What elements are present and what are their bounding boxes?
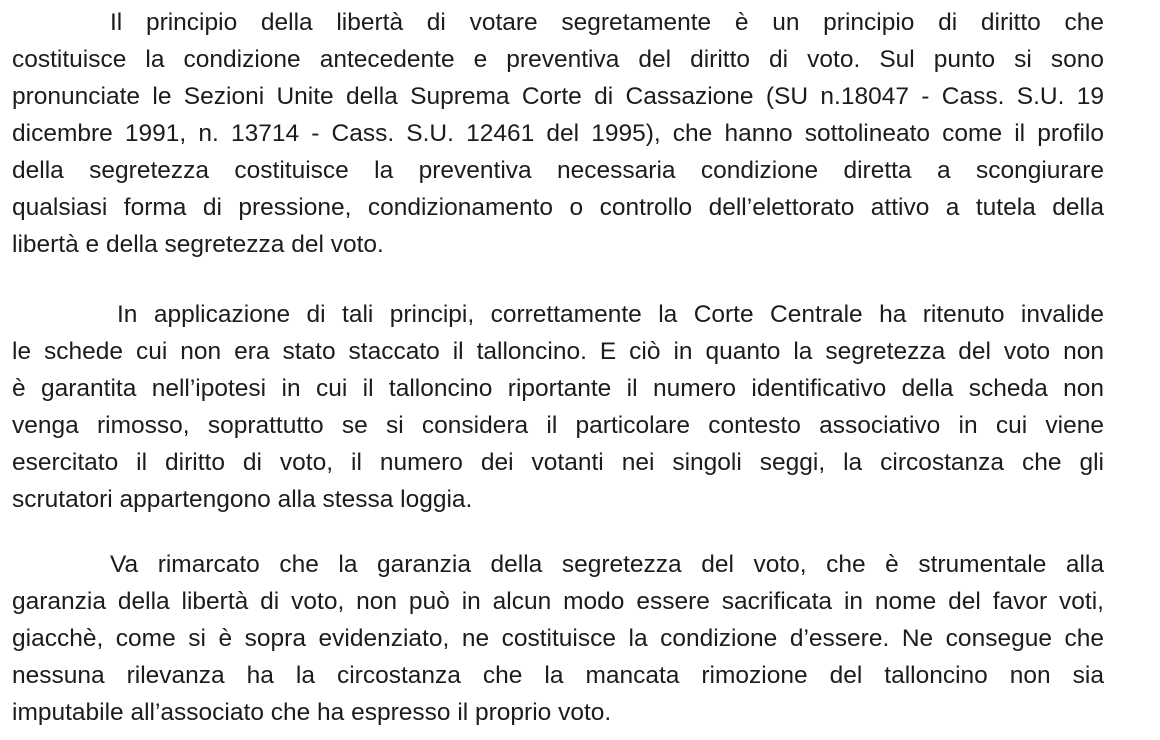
paragraph-segretezza-principio <box>12 4 1104 263</box>
paragraph-line: costituisce la condizione antecedente e preventiva del diritto di voto. Sul punto si sono <box>12 46 1104 73</box>
paragraph-garanzia-segretezza <box>12 546 1104 731</box>
paragraph-line: scrutatori appartengono alla stessa loggia. <box>12 486 473 513</box>
paragraph-line: Va rimarcato che la garanzia della segretezza del voto, che è strumentale alla <box>110 551 1104 578</box>
paragraph-line: giacchè, come si è sopra evidenziato, ne costituisce la condizione d’essere. Ne consegue che <box>12 625 1104 652</box>
paragraph-line: è garantita nell’ipotesi in cui il talloncino riportante il numero identificativo della scheda non <box>12 375 1104 402</box>
paragraph-line: libertà e della segretezza del voto. <box>12 231 384 258</box>
paragraph-line: esercitato il diritto di voto, il numero dei votanti nei singoli seggi, la circostanza che gli <box>12 449 1104 476</box>
paragraph-line: dicembre 1991, n. 13714 - Cass. S.U. 12461 del 1995), che hanno sottolineato come il profilo <box>12 120 1104 147</box>
paragraph-line: garanzia della libertà di voto, non può in alcun modo essere sacrificata in nome del favor voti, <box>12 588 1104 615</box>
paragraph-line: pronunciate le Sezioni Unite della Suprema Corte di Cassazione (SU n.18047 - Cass. S.U. 19 <box>12 83 1104 110</box>
paragraph-line: Il principio della libertà di votare segretamente è un principio di diritto che <box>110 9 1104 36</box>
paragraph-line: nessuna rilevanza ha la circostanza che la mancata rimozione del talloncino non sia <box>12 662 1104 689</box>
paragraph-line: venga rimosso, soprattutto se si considera il particolare contesto associativo in cui viene <box>12 412 1104 439</box>
paragraph-line: imputabile all’associato che ha espresso il proprio voto. <box>12 699 612 726</box>
paragraph-line: della segretezza costituisce la preventiva necessaria condizione diretta a scongiurare <box>12 157 1104 184</box>
paragraph-line: qualsiasi forma di pressione, condizionamento o controllo dell’elettorato attivo a tutela della <box>12 194 1104 221</box>
paragraph-line: le schede cui non era stato staccato il talloncino. E ciò in quanto la segretezza del voto non <box>12 338 1104 365</box>
paragraph-line: In applicazione di tali principi, correttamente la Corte Centrale ha ritenuto invalide <box>117 301 1104 328</box>
paragraph-applicazione-principi <box>12 296 1104 518</box>
